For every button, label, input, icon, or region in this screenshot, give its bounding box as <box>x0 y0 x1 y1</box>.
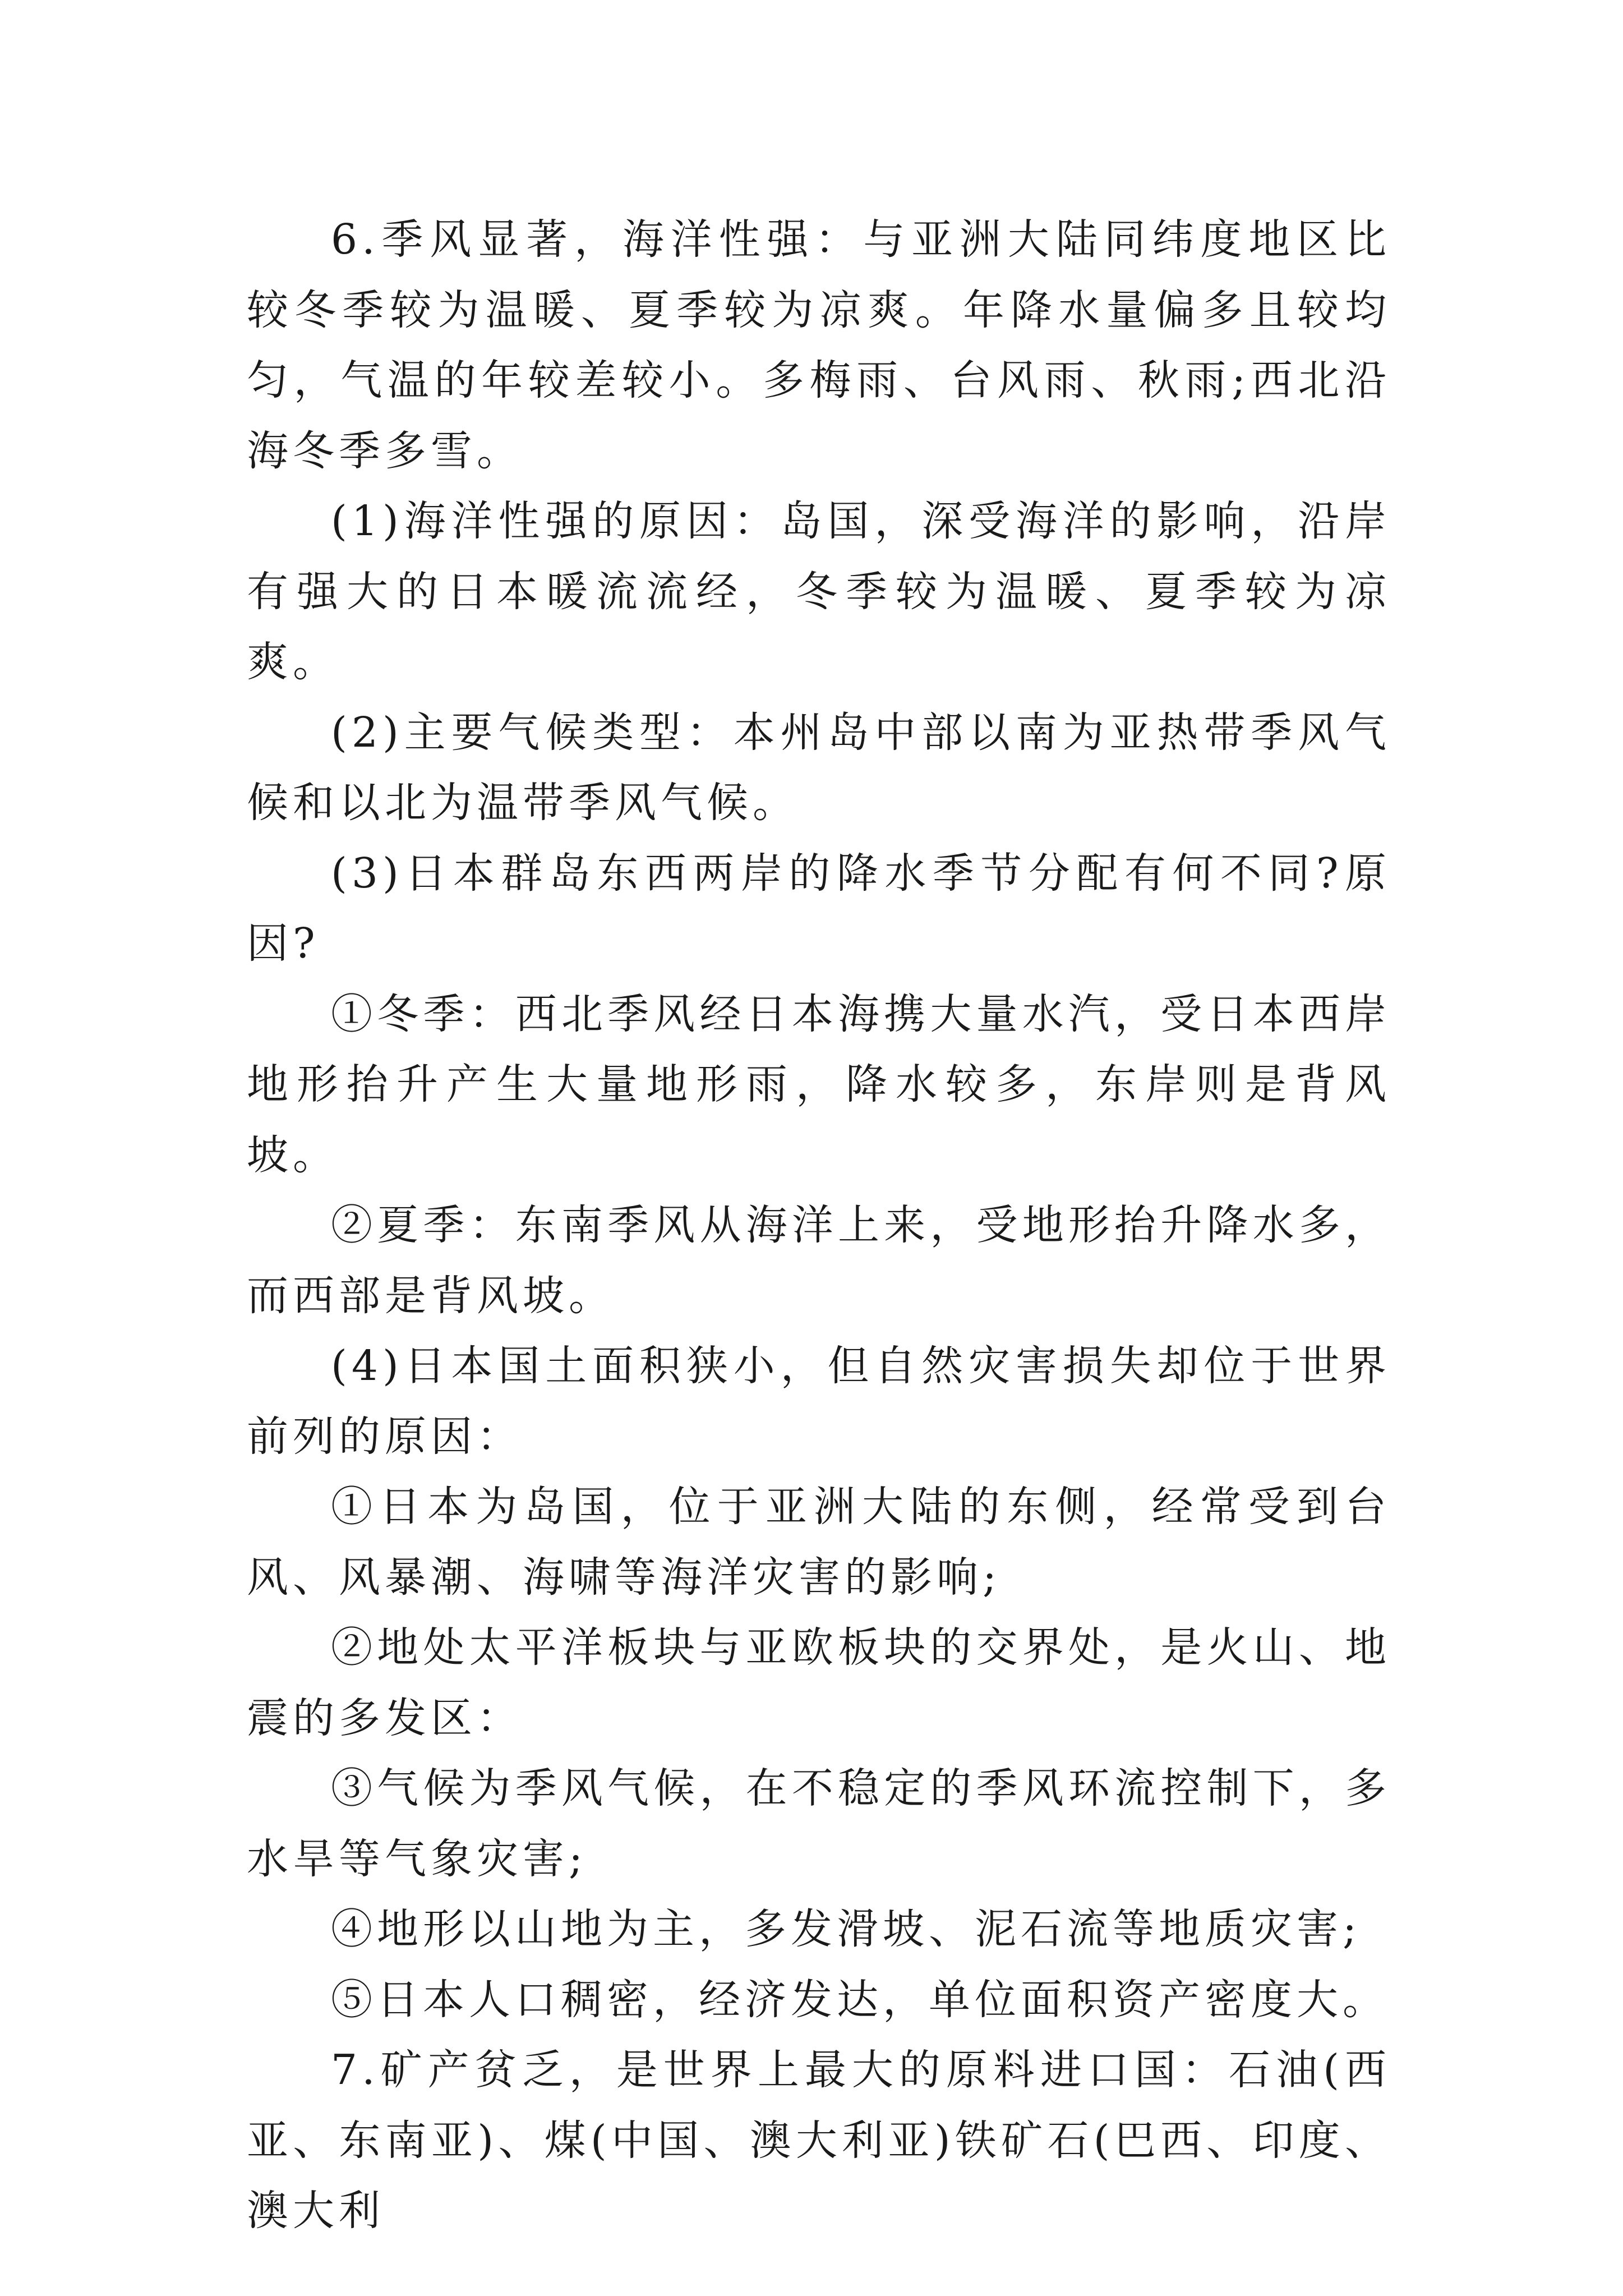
document-body <box>247 205 1391 2247</box>
paragraph-disaster-5: ⑤日本人口稠密，经济发达，单位面积资产密度大。 <box>331 1975 1389 2024</box>
paragraph-precipitation-question: (3)日本群岛东西两岸的降水季节分配有何不同?原因? <box>247 849 1391 968</box>
paragraph-monsoon-oceanic: 6.季风显著，海洋性强：与亚洲大陆同纬度地区比较冬季较为温暖、夏季较为凉爽。年降水量偏多且较均匀，气温的年较差较小。多梅雨、台风雨、秋雨;西北沿海冬季多雪。 <box>247 215 1391 475</box>
paragraph-disaster-3: ③气候为季风气候，在不稳定的季风环流控制下，多水旱等气象灾害; <box>247 1764 1391 1883</box>
paragraph-disaster-4: ④地形以山地为主，多发滑坡、泥石流等地质灾害; <box>331 1905 1361 1953</box>
paragraph-winter: ①冬季：西北季风经日本海携大量水汽，受日本西岸地形抬升产生大量地形雨，降水较多，东岸则是背风坡。 <box>247 990 1391 1179</box>
paragraph-oceanic-reason: (1)海洋性强的原因：岛国，深受海洋的影响，沿岸有强大的日本暖流流经，冬季较为温暖、夏季较为凉爽。 <box>247 497 1391 686</box>
paragraph-disaster-2: ②地处太平洋板块与亚欧板块的交界处，是火山、地震的多发区： <box>247 1623 1391 1742</box>
paragraph-disaster-question: (4)日本国土面积狭小，但自然灾害损失却位于世界前列的原因： <box>247 1342 1391 1461</box>
paragraph-minerals: 7.矿产贫乏，是世界上最大的原料进口国：石油(西亚、东南亚)、煤(中国、澳大利亚)铁矿石(巴西、印度、澳大利 <box>247 2046 1391 2235</box>
paragraph-disaster-1: ①日本为岛国，位于亚洲大陆的东侧，经常受到台风、风暴潮、海啸等海洋灾害的影响; <box>247 1483 1391 1602</box>
paragraph-summer: ②夏季：东南季风从海洋上来，受地形抬升降水多，而西部是背风坡。 <box>247 1201 1391 1320</box>
paragraph-climate-types: (2)主要气候类型：本州岛中部以南为亚热带季风气候和以北为温带季风气候。 <box>247 708 1391 827</box>
